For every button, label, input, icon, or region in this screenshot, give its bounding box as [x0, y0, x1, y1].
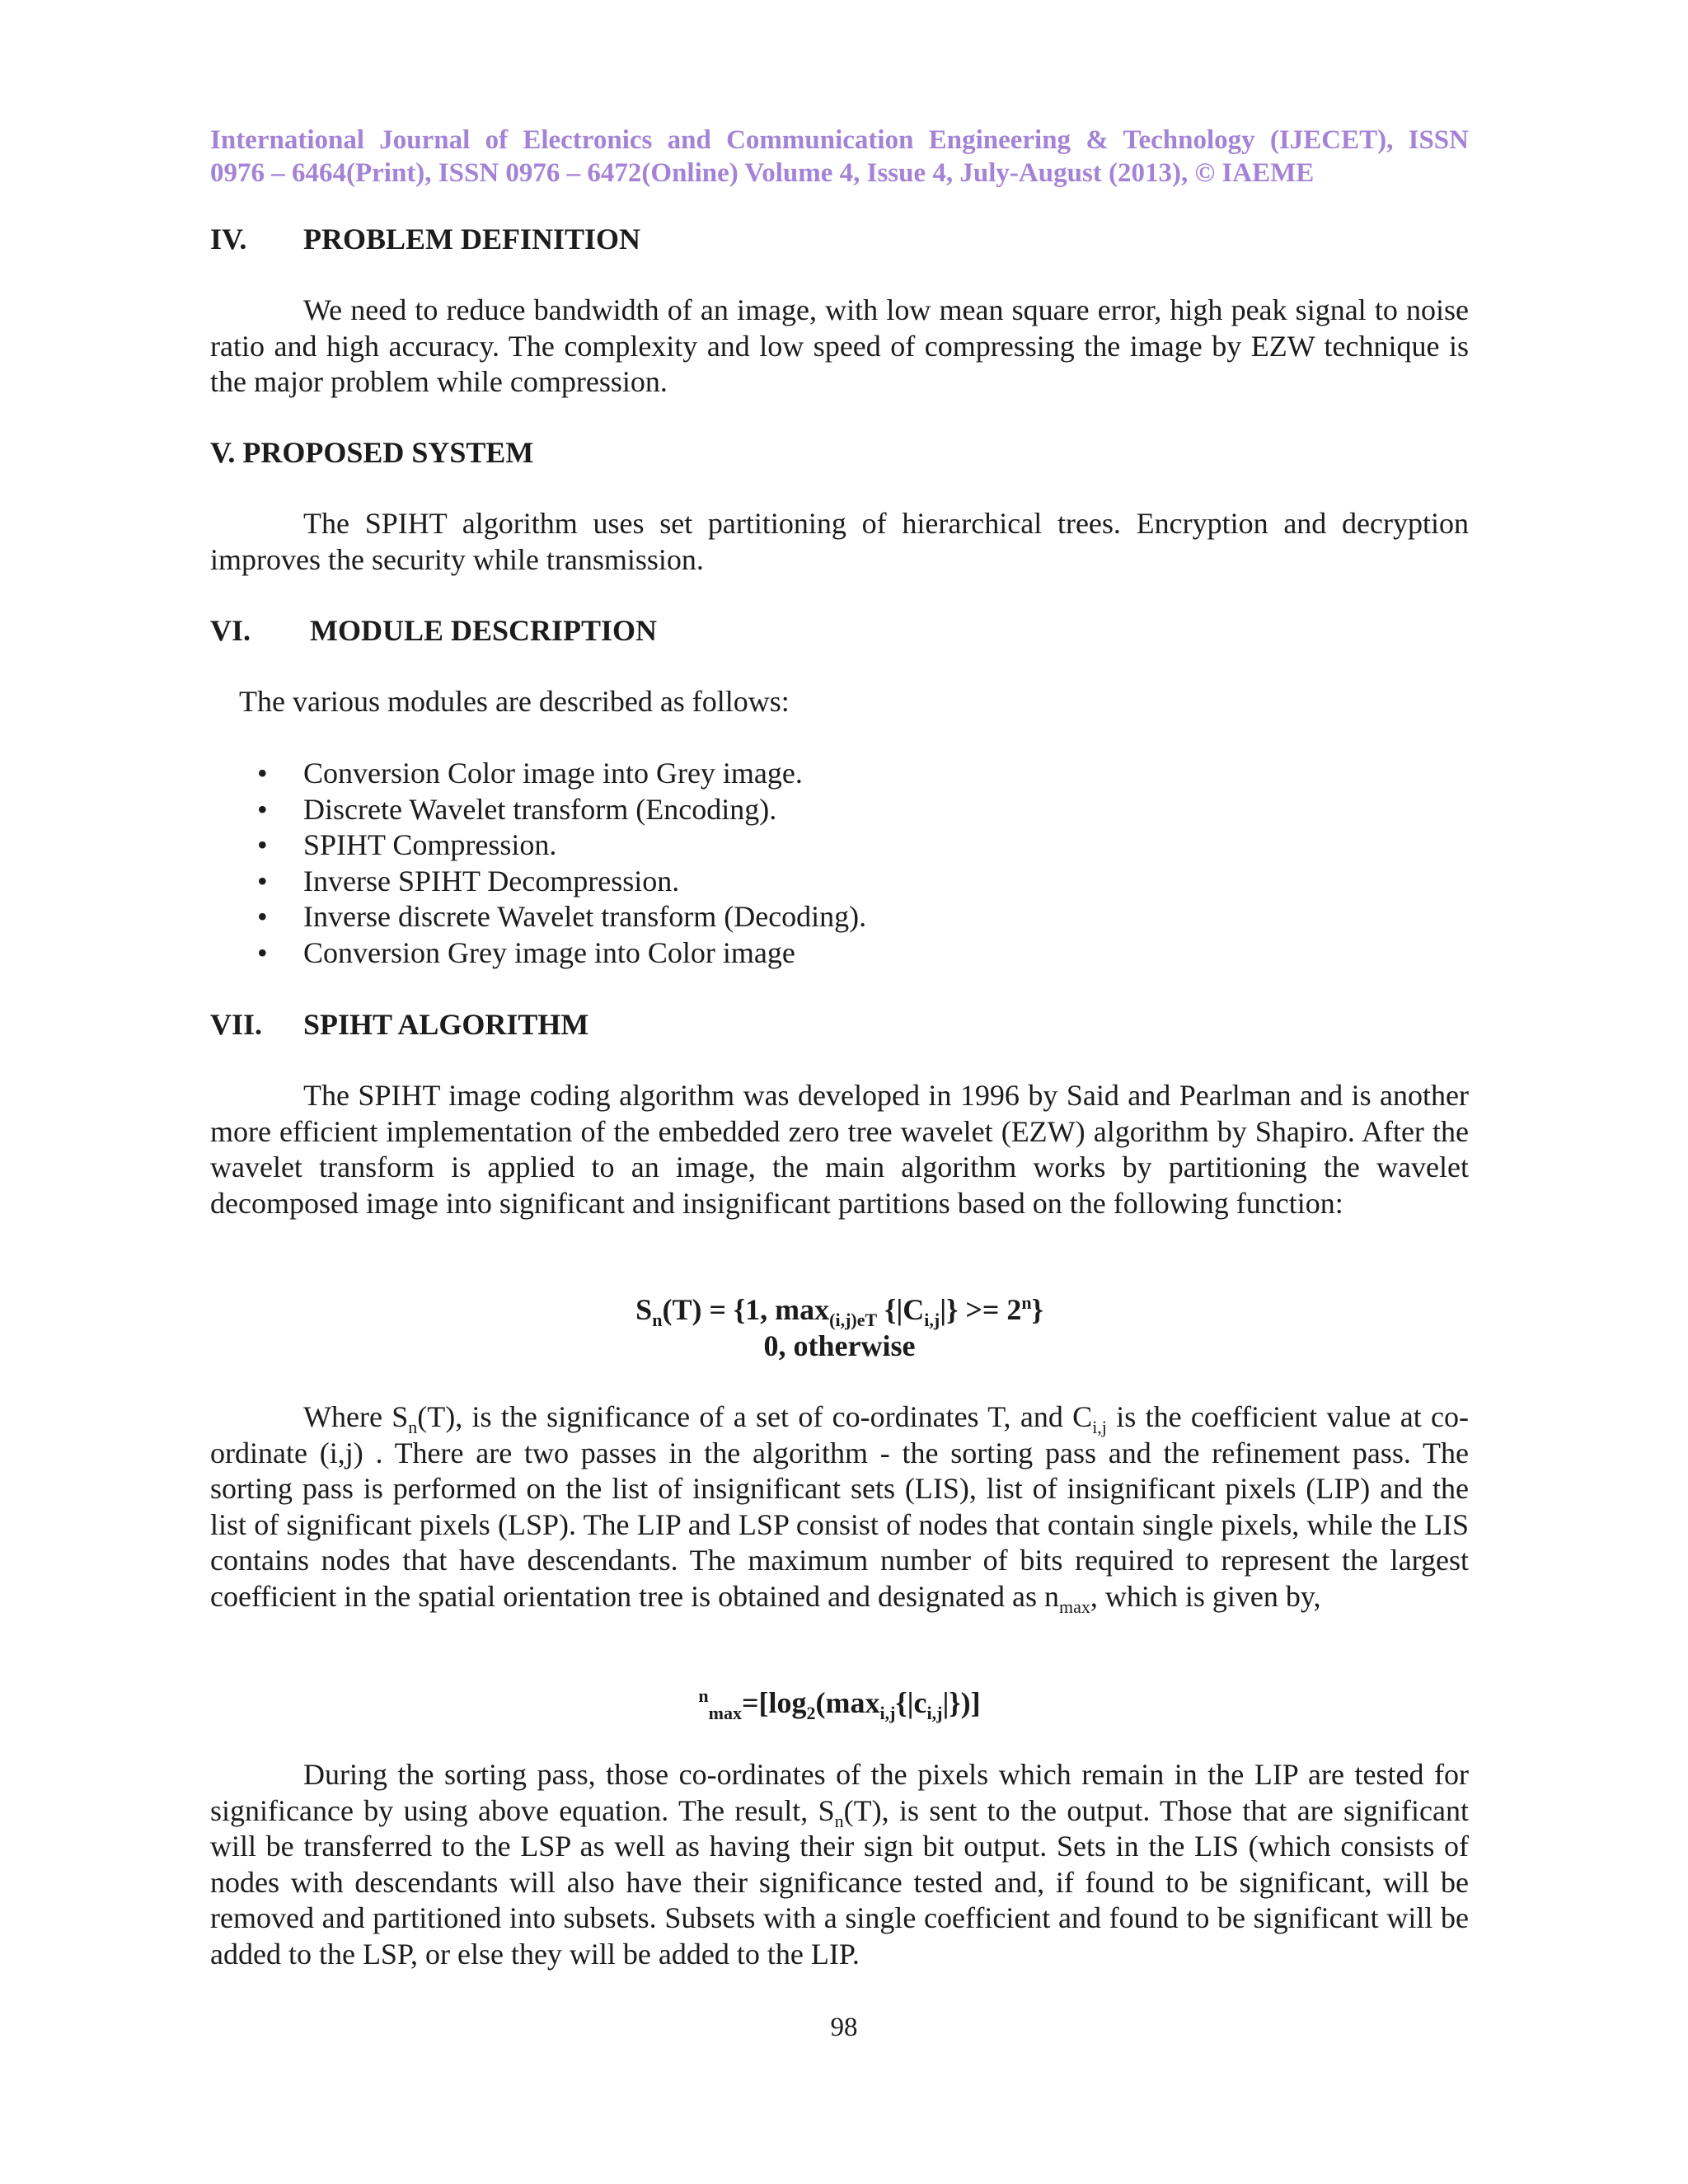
bullet-icon: • — [257, 900, 268, 933]
section-number: VI. — [210, 614, 251, 647]
journal-header — [210, 124, 1469, 190]
section-title: MODULE DESCRIPTION — [310, 614, 658, 647]
list-item: • Inverse discrete Wavelet transform (Decoding). — [210, 899, 1469, 935]
section-number: VII. — [210, 1008, 263, 1041]
list-item: • Inverse SPIHT Decompression. — [210, 864, 1469, 900]
section-heading-problem-definition — [210, 221, 640, 257]
section-number: IV. — [210, 223, 247, 255]
journal-header-line-1: International Journal of Electronics and Communication Engineering & Technology (IJECET), ISSN — [210, 125, 1469, 155]
bullet-icon: • — [257, 757, 268, 790]
list-item: • Discrete Wavelet transform (Encoding). — [210, 792, 1469, 828]
page-number: 98 — [830, 2013, 858, 2042]
bullet-icon: • — [257, 792, 268, 826]
list-item: • Conversion Color image into Grey image. — [210, 756, 1469, 792]
equation-significance — [210, 1292, 1469, 1364]
paragraph-sorting-pass: During the sorting pass, those co-ordinates of the pixels which remain in the LIP are tested for significance by using above equation. The result, $S_n(T)$, is sent to the output. Those that are significant will be transferred to the LSP as well as having their sign bit output. Sets in the LIS (which consists of nodes with descendants will also have their significance tested and, if found to be significant, will be removed and partitioned into subsets. Subsets with a single coefficient and found to be significant will be added to the LSP, or else they will be added to the LIP. — [210, 1758, 1469, 1971]
equation-line-1: $S_n(T) = \{1$, $\max_{(i,j)eT} \{|C_{i,j}|\} >= 2^n$} — [635, 1292, 1043, 1331]
section-heading-spiht-algorithm — [210, 1006, 588, 1043]
section-title: PROBLEM DEFINITION — [303, 223, 641, 255]
list-item: • SPIHT Compression. — [210, 827, 1469, 864]
module-list — [210, 756, 1469, 971]
equation-nmax: $^n_{max}=[\log_2(\max_{i,j}\{|c_{i,j}|\})]$ — [698, 1685, 981, 1724]
paragraph-spiht-intro: The SPIHT image coding algorithm was developed in 1996 by Said and Pearlman and is another more efficient implementation of the embedded zero tree wavelet (EZW) algorithm by Shapiro. After the wavelet transform is applied to an image, the main algorithm works by partitioning the wavelet decomposed image into significant and insignificant partitions based on the following function: — [210, 1079, 1469, 1220]
paragraph-spiht-passes: Where $S_n(T)$, is the significance of a set of co-ordinates T, and $C_{i,j}$ is the coefficient value at co-ordinate (i,j) . There are two passes in the algorithm - the sorting pass and the refinement pass. The sorting pass is performed on the list of insignificant sets (LIS), list of insignificant pixels (LIP) and the list of significant pixels (LSP). The LIP and LSP consist of nodes that contain single pixels, while the LIS contains nodes that have descendants. The maximum number of bits required to represent the largest coefficient in the spatial orientation tree is obtained and designated as $n_{max}$, which is given by, — [210, 1400, 1469, 1617]
section-title: V. PROPOSED SYSTEM — [210, 436, 534, 469]
module-intro: The various modules are described as follows: — [239, 685, 790, 718]
bullet-icon: • — [257, 935, 268, 969]
paragraph-problem-definition: We need to reduce bandwidth of an image, with low mean square error, high peak signal to noise ratio and high accuracy. The complexity and low speed of compressing the image by EZW technique is the major problem while compression. — [210, 293, 1469, 398]
section-heading-module-description — [210, 612, 657, 649]
list-item: • Conversion Grey image into Color image — [210, 935, 1469, 972]
section-heading-proposed-system — [210, 434, 533, 471]
bullet-icon: • — [257, 864, 268, 898]
journal-header-line-2: 0976 – 6464(Print), ISSN 0976 – 6472(Online) Volume 4, Issue 4, July-August (2013), © IAEME — [210, 158, 1315, 188]
equation-line-2: 0, otherwise — [763, 1329, 916, 1362]
section-title: SPIHT ALGORITHM — [303, 1008, 589, 1041]
paragraph-proposed-system: The SPIHT algorithm uses set partitioning of hierarchical trees. Encryption and decryption improves the security while transmission. — [210, 507, 1469, 576]
bullet-icon: • — [257, 828, 268, 861]
